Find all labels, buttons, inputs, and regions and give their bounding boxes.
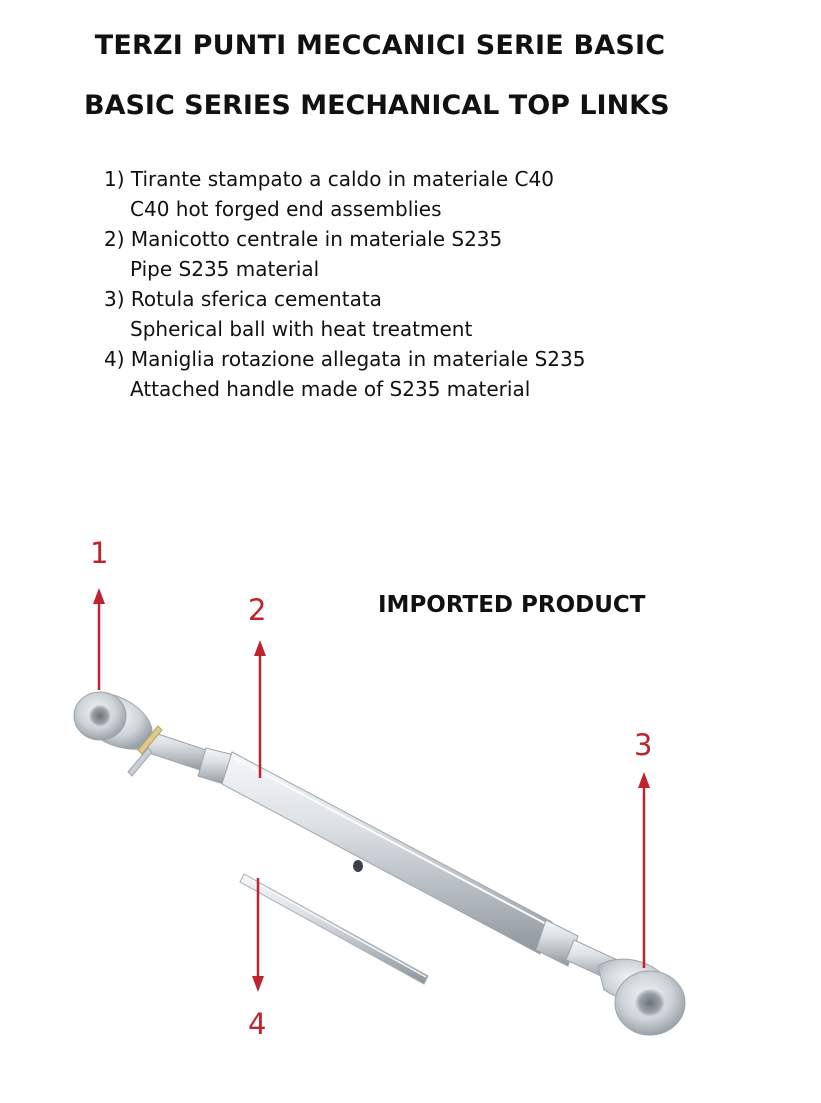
feature-item (104, 224, 585, 284)
callout-number-2: 2 (248, 593, 267, 627)
title-italian: TERZI PUNTI MECCANICI SERIE BASIC (94, 30, 666, 61)
feature-list (104, 164, 585, 404)
callout-arrow-2 (254, 640, 266, 778)
callout-number-4: 4 (248, 1007, 267, 1041)
feature-english-text: Pipe S235 material (130, 257, 320, 281)
left-forged-end (74, 692, 162, 776)
central-sleeve (134, 728, 622, 982)
feature-italian-text: 1) Tirante stampato a caldo in materiale C40 (104, 167, 554, 191)
imported-product-label: IMPORTED PRODUCT (378, 592, 646, 618)
right-ball-joint-end (598, 959, 685, 1035)
feature-italian-text: 2) Manicotto centrale in materiale S235 (104, 227, 503, 251)
title-english: BASIC SERIES MECHANICAL TOP LINKS (84, 90, 670, 121)
feature-italian-text: 4) Maniglia rotazione allegata in materiale S235 (104, 347, 586, 371)
callout-arrow-1 (93, 588, 105, 690)
callout-number-1: 1 (90, 536, 109, 570)
feature-italian-text: 3) Rotula sferica cementata (104, 287, 382, 311)
callout-arrow-3 (638, 772, 650, 968)
feature-item (104, 164, 585, 224)
callout-number-3: 3 (634, 728, 653, 762)
feature-item (104, 284, 585, 344)
feature-english-text: Spherical ball with heat treatment (130, 317, 473, 341)
feature-item (104, 344, 585, 404)
callout-arrow-4 (252, 878, 264, 992)
rotation-handle (240, 874, 428, 984)
feature-english-text: C40 hot forged end assemblies (130, 197, 442, 221)
feature-english-text: Attached handle made of S235 material (130, 377, 531, 401)
